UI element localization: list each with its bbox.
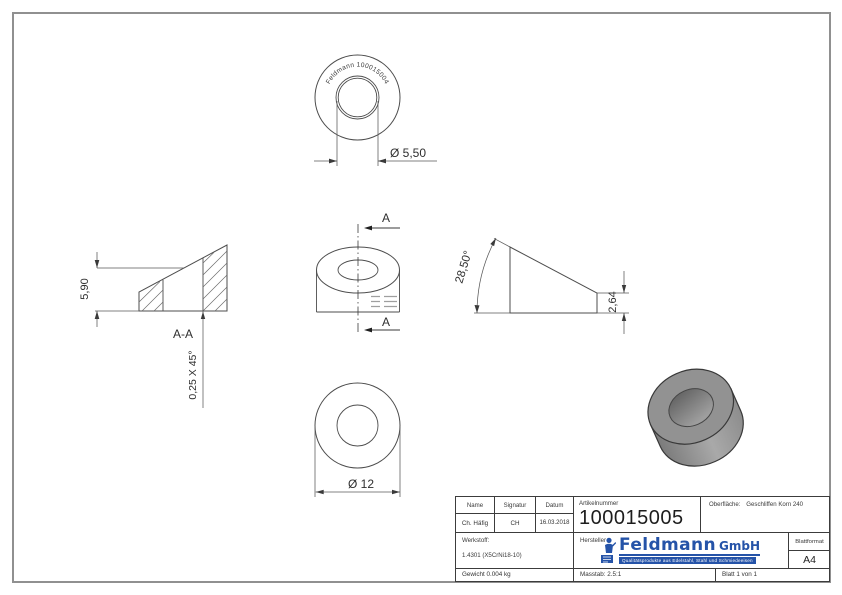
surface-cell bbox=[701, 497, 830, 533]
angle-arrow bbox=[475, 305, 480, 313]
article-number: 100015005 bbox=[579, 507, 684, 529]
format-value-cell bbox=[789, 551, 830, 569]
logo-tagline: Qualitätsprodukte aus Edelstahl, Stahl und Schmiedeeisen bbox=[619, 557, 756, 564]
dim-arrow bbox=[95, 311, 100, 319]
date-label: Datum bbox=[545, 501, 564, 509]
cut-label-top: A bbox=[381, 211, 391, 225]
name-value: Ch. Häfig bbox=[461, 519, 489, 527]
dim-arrow bbox=[622, 285, 626, 293]
material-label: Werkstoff: bbox=[462, 537, 490, 544]
format-label: Blattformat bbox=[795, 538, 824, 545]
min-height-dim-text: 2,64 bbox=[607, 291, 619, 313]
dim-arrow bbox=[392, 490, 400, 494]
logo-suffix: GmbH bbox=[719, 539, 761, 553]
signature-value-cell bbox=[495, 514, 536, 533]
cut-arrow bbox=[364, 328, 372, 333]
material-cell bbox=[456, 533, 574, 569]
name-value-cell bbox=[456, 514, 495, 533]
article-number-cell bbox=[574, 497, 701, 533]
signature-label: Signatur bbox=[503, 501, 527, 509]
article-label: Artikelnummer bbox=[579, 500, 619, 507]
section-label: A-A bbox=[172, 327, 194, 341]
manufacturer-cell bbox=[574, 533, 789, 569]
part-marking-text: Feldmann 100015004 bbox=[325, 61, 390, 86]
feldmann-logo bbox=[600, 537, 760, 564]
height-dim-text: 5,90 bbox=[79, 278, 91, 300]
dim-arrow bbox=[95, 260, 100, 268]
cut-label-bottom: A bbox=[381, 315, 391, 329]
title-block bbox=[455, 496, 830, 582]
scale-value: Masstab: 2.5:1 bbox=[580, 571, 622, 578]
format-header-cell bbox=[789, 533, 830, 551]
surface-value: Geschliffen Korn 240 bbox=[746, 501, 804, 508]
material-value: 1.4301 (X5CrNi18-10) bbox=[462, 552, 522, 559]
format-value: A4 bbox=[803, 553, 816, 566]
date-value-cell bbox=[536, 514, 574, 533]
date-header-cell bbox=[536, 497, 574, 514]
top-view bbox=[314, 55, 437, 166]
signature-header-cell bbox=[495, 497, 536, 514]
dim-arrow bbox=[622, 313, 626, 321]
chamfer-note-text: 0,25 X 45° bbox=[187, 350, 199, 400]
weight-value: Gewicht 0.004 kg bbox=[462, 571, 511, 578]
hole-diameter-dim-text: Ø 5,50 bbox=[390, 146, 427, 160]
weight-cell bbox=[456, 569, 574, 581]
dim-arrow bbox=[316, 490, 324, 494]
logo-brand: Feldmann bbox=[619, 535, 717, 555]
section-view-a-a bbox=[79, 245, 227, 408]
cut-arrow bbox=[364, 226, 372, 231]
date-value: 16.03.2018 bbox=[539, 520, 570, 526]
dim-arrow bbox=[378, 159, 386, 164]
laser-mark-dashes bbox=[371, 297, 397, 307]
dim-arrow bbox=[329, 159, 337, 164]
angle-dim-text: 28,50° bbox=[453, 249, 475, 285]
scale-cell bbox=[574, 569, 716, 581]
leader-arrow bbox=[201, 312, 205, 320]
iso-view-3d bbox=[636, 356, 755, 479]
manufacturer-label: Hersteller bbox=[580, 537, 607, 544]
side-view bbox=[454, 238, 629, 334]
front-view bbox=[317, 211, 401, 332]
sheet-cell bbox=[716, 569, 830, 581]
angle-arrow bbox=[490, 238, 496, 246]
wedge-outline bbox=[510, 247, 597, 313]
outer-diameter-dim-text: Ø 12 bbox=[347, 477, 375, 491]
name-header-cell bbox=[456, 497, 495, 514]
hatching bbox=[139, 251, 227, 311]
logo-wordmark bbox=[619, 537, 760, 556]
name-label: Name bbox=[466, 501, 484, 509]
signature-value: CH bbox=[510, 519, 520, 527]
logo-emblem-icon bbox=[600, 537, 616, 564]
sheet-value: Blatt 1 von 1 bbox=[722, 571, 758, 578]
bottom-view bbox=[315, 383, 400, 497]
surface-label: Oberfläche: bbox=[709, 501, 741, 508]
